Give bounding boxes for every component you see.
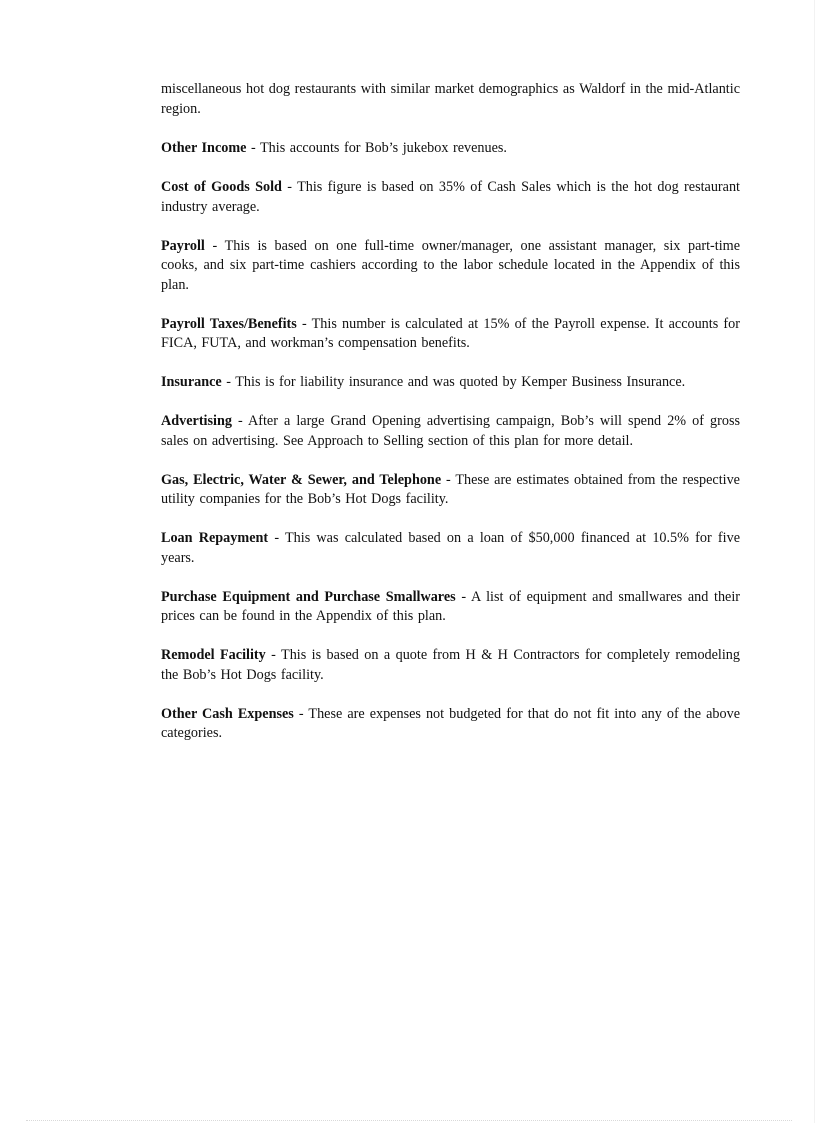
paragraph-other-income — [161, 139, 740, 159]
paragraph-term: Other Cash Expenses — [161, 705, 294, 722]
paragraph-term: Cost of Goods Sold — [161, 179, 282, 195]
paragraph-payroll-taxes-benefits — [161, 315, 740, 354]
paragraph-purchase-equipment — [161, 588, 740, 627]
paragraph-text: - This number is calculated at 15% of the Payroll expense. It accounts for FICA, FUTA, and workman’s compensation benefits. — [161, 315, 740, 351]
paragraph-text: - This is for liability insurance and was quoted by Kemper Business Insurance. — [221, 374, 686, 390]
paragraph-advertising — [161, 412, 740, 451]
paragraph-term: Purchase Equipment and Purchase Smallwares — [161, 588, 456, 605]
paragraph-text: - This accounts for Bob’s jukebox revenues. — [246, 140, 507, 156]
paragraph-term: Advertising — [161, 413, 232, 429]
paragraph-text: - This was calculated based on a loan of $50,000 financed at 10.5% for five years. — [161, 530, 740, 566]
paragraph-term: Remodel Facility — [161, 647, 266, 663]
page-bottom-divider — [26, 1120, 792, 1121]
paragraph-text: - This is based on one full-time owner/manager, one assistant manager, six part-time cooks, and six part-time cashiers according to the labor schedule located in the Appendix of this plan. — [161, 237, 740, 293]
paragraph-text: - These are expenses not budgeted for that do not fit into any of the above categories. — [161, 705, 740, 741]
paragraph-text: - A list of equipment and smallwares and their prices can be found in the Appendix of this plan. — [161, 588, 740, 624]
paragraph-remodel-facility — [161, 646, 740, 685]
paragraph-term: Payroll — [161, 237, 205, 254]
paragraph-text: miscellaneous hot dog restaurants with similar market demographics as Waldorf in the mid-Atlantic region. — [161, 81, 740, 117]
paragraph-term: Gas, Electric, Water & Sewer, and Telephone — [161, 471, 442, 488]
paragraph-loan-repayment — [161, 529, 740, 568]
page-right-edge — [814, 0, 815, 1123]
paragraph-term: Payroll Taxes/Benefits — [161, 315, 297, 332]
paragraph-term: Insurance — [161, 374, 222, 390]
paragraph-term: Loan Repayment — [161, 530, 269, 546]
paragraph-text: - These are estimates obtained from the respective utility companies for the Bob’s Hot Dogs facility. — [161, 471, 740, 507]
paragraph-cost-of-goods-sold — [161, 178, 740, 217]
paragraph-text: - This is based on a quote from H & H Contractors for completely remodeling the Bob’s Hot Dogs facility. — [161, 647, 740, 683]
paragraph-other-cash-expenses — [161, 705, 740, 744]
paragraph-utilities — [161, 471, 740, 510]
paragraph-continuation — [161, 80, 740, 119]
document-page — [161, 80, 740, 763]
paragraph-term: Other Income — [161, 140, 247, 156]
paragraph-payroll — [161, 237, 740, 296]
paragraph-text: - After a large Grand Opening advertising campaign, Bob’s will spend 2% of gross sales on advertising. See Approach to Selling section of this plan for more detail. — [161, 413, 740, 449]
paragraph-insurance — [161, 373, 740, 393]
paragraph-text: - This figure is based on 35% of Cash Sales which is the hot dog restaurant industry average. — [161, 179, 740, 215]
